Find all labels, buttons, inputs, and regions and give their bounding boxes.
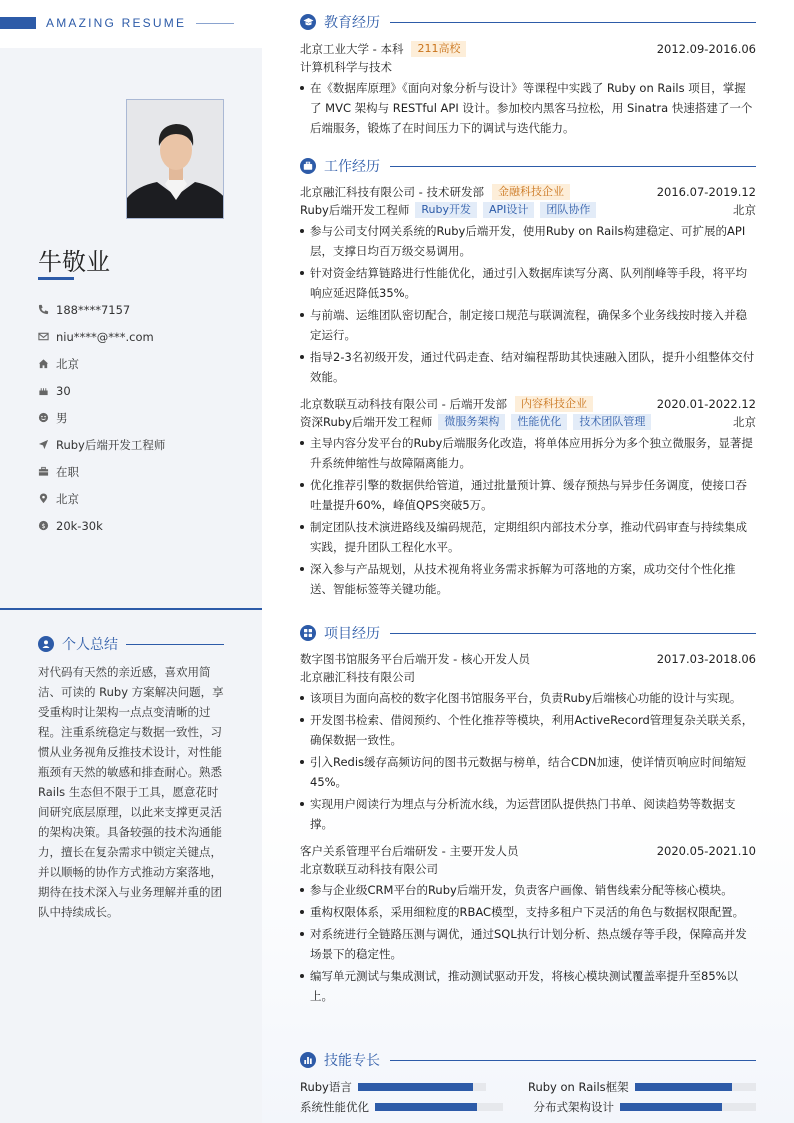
list-item: 重构权限体系，采用细粒度的RBAC模型，支持多租户下灵活的角色与数据权限配置。 (300, 902, 756, 922)
status-text: 在职 (56, 464, 79, 479)
list-item: 对系统进行全链路压测与调优，通过SQL执行计划分析、热点缓存等手段，保障高并发场景下的稳定性。 (300, 924, 756, 964)
skill-name: 系统性能优化 (300, 1100, 369, 1114)
skill-name: Ruby on Rails框架 (528, 1080, 629, 1094)
education-block (300, 40, 756, 138)
age-text: 30 (56, 383, 71, 398)
list-item: 制定团队技术演进路线及编码规范，定期组织内部技术分享，推动代码审查与持续集成实践，提升团队工程化水平。 (300, 517, 756, 557)
skill-tag: Ruby开发 (415, 202, 477, 218)
project-bullets (300, 880, 756, 1006)
list-item: 深入参与产品规划，从技术视角将业务需求拆解为可落地的方案，成功交付个性化推送、智能标签等关键功能。 (300, 559, 756, 599)
job-tag: 内容科技企业 (515, 396, 593, 412)
project-period: 2017.03-2018.06 (656, 652, 756, 666)
job-block-1 (300, 183, 756, 387)
job-bullets (300, 433, 756, 599)
summary-line (126, 644, 224, 645)
summary-text: 对代码有天然的亲近感，喜欢用简洁、可读的 Ruby 方案解决问题，享受重构时让架构一点点变清晰的过程。注重系统稳定与数据一致性，习惯从业务视角反推技术设计，对性能瓶颈有天然的敏感和排查耐心。熟悉 Rails 生态但不限于工具，愿意花时间研究底层原理，以此来支撑更灵活的架构决策。具备较强的技术沟通能力，擅长在复杂需求中锁定关键点，并以顺畅的协作方式推动方案落地，期待在技术深入与业务理解并重的团队中持续成长。 (38, 665, 224, 919)
job-tag: 金融科技企业 (492, 184, 570, 200)
list-item: 与前端、运维团队密切配合，制定接口规范与联调流程，确保多个业务线按时接入并稳定运行。 (300, 305, 756, 345)
skill-name: 分布式架构设计 (533, 1100, 614, 1114)
education-title: 教育经历 (324, 15, 380, 31)
brand-line (196, 23, 234, 24)
skill-bar-fill (375, 1103, 477, 1111)
list-item: 参与公司支付网关系统的Ruby后端开发，使用Ruby on Rails构建稳定、可扩展的API层，支撑日均百万级交易调用。 (300, 221, 756, 261)
list-item: 参与企业级CRM平台的Ruby后端开发，负责客户画像、销售线索分配等核心模块。 (300, 880, 756, 900)
phone-icon (38, 304, 56, 315)
work-line (390, 166, 756, 167)
info-city (38, 485, 248, 512)
skill-bar (375, 1103, 503, 1111)
work-title: 工作经历 (324, 159, 380, 175)
info-email (38, 323, 248, 350)
skill-bar-fill (358, 1083, 473, 1091)
education-period: 2012.09-2016.06 (656, 42, 756, 56)
projects-line (390, 633, 756, 634)
education-school: 北京工业大学 - 本科 (300, 42, 404, 56)
salary-text: 20k-30k (56, 518, 103, 533)
list-item: 优化推荐引擎的数据供给管道，通过批量预计算、缓存预热与异步任务调度，使接口吞吐量提升60%，峰值QPS突破5万。 (300, 475, 756, 515)
contact-info (38, 296, 248, 539)
svg-text:$: $ (41, 521, 46, 530)
brand-header (0, 14, 234, 32)
info-age (38, 377, 248, 404)
info-phone (38, 296, 248, 323)
skills-line (390, 1060, 756, 1061)
project-company: 北京融汇科技有限公司 (300, 670, 415, 684)
info-status (38, 458, 248, 485)
project-block-1 (300, 650, 756, 834)
send-icon (38, 439, 56, 450)
list-item: 指导2-3名初级开发，通过代码走查、结对编程帮助其快速融入团队，提升小组整体交付效能。 (300, 347, 756, 387)
home-icon (38, 358, 56, 369)
list-item: 针对资金结算链路进行性能优化，通过引入数据库读写分离、队列削峰等手段，将平均响应延迟降低35%。 (300, 263, 756, 303)
job-company: 北京融汇科技有限公司 - 技术研发部 (300, 185, 484, 199)
phone-text: 188****7157 (56, 302, 131, 317)
graduation-cap-icon (300, 14, 316, 30)
summary-title: 个人总结 (62, 637, 118, 653)
skill-item (528, 1099, 756, 1115)
skills-list (300, 1078, 756, 1118)
city-text: 北京 (56, 491, 79, 506)
job-city: 北京 (733, 415, 756, 429)
list-item: 编写单元测试与集成测试，推动测试驱动开发，将核心模块测试覆盖率提升至85%以上。 (300, 966, 756, 1006)
bar-chart-icon (300, 1052, 316, 1068)
name-underline (38, 277, 74, 280)
briefcase-icon (300, 158, 316, 174)
email-text: niu****@***.com (56, 329, 154, 344)
projects-title: 项目经历 (324, 626, 380, 642)
user-icon (38, 636, 54, 652)
info-gender (38, 404, 248, 431)
avatar (126, 99, 224, 219)
list-item: 主导内容分发平台的Ruby后端服务化改造，将单体应用拆分为多个独立微服务，显著提升系统伸缩性与故障隔离能力。 (300, 433, 756, 473)
info-location (38, 350, 248, 377)
skill-name: Ruby语言 (300, 1080, 352, 1094)
pin-icon (38, 493, 56, 504)
skills-title: 技能专长 (324, 1053, 380, 1069)
list-item: 实现用户阅读行为埋点与分析流水线，为运营团队提供热门书单、阅读趋势等数据支撑。 (300, 794, 756, 834)
skill-bar-fill (620, 1103, 722, 1111)
skill-bar (620, 1103, 756, 1111)
brand-text: AMAZING RESUME (46, 16, 187, 30)
project-company: 北京数联互动科技有限公司 (300, 862, 438, 876)
brand-bar (0, 17, 36, 29)
education-line (390, 22, 756, 23)
skill-item (300, 1099, 528, 1115)
skill-tag: 技术团队管理 (573, 414, 651, 430)
education-tag: 211高校 (411, 41, 466, 57)
gender-text: 男 (56, 410, 68, 425)
list-item: 该项目为面向高校的数字化图书馆服务平台，负责Ruby后端核心功能的设计与实现。 (300, 688, 756, 708)
job-block-2 (300, 395, 756, 599)
job-period: 2016.07-2019.12 (656, 185, 756, 199)
education-bullets (300, 78, 756, 138)
skills-header (300, 1050, 756, 1070)
skill-bar (635, 1083, 756, 1091)
job-bullets (300, 221, 756, 387)
position-text: Ruby后端开发工程师 (56, 437, 166, 452)
info-position (38, 431, 248, 458)
grid-icon (300, 625, 316, 641)
sidebar-divider (0, 608, 262, 610)
skill-tag: 性能优化 (511, 414, 567, 430)
job-role: Ruby后端开发工程师 (300, 203, 410, 217)
mail-icon (38, 331, 56, 342)
profile-name: 牛敬业 (38, 248, 110, 276)
job-period: 2020.01-2022.12 (656, 397, 756, 411)
skill-item (300, 1079, 528, 1095)
skill-tag: 微服务架构 (438, 414, 505, 430)
projects-header (300, 623, 756, 643)
skill-item (528, 1079, 756, 1095)
cake-icon (38, 385, 56, 396)
avatar-image (127, 100, 224, 219)
education-major: 计算机科学与技术 (300, 60, 392, 74)
skill-bar (358, 1083, 486, 1091)
location-text: 北京 (56, 356, 79, 371)
project-period: 2020.05-2021.10 (656, 844, 756, 858)
skill-bar-fill (635, 1083, 732, 1091)
project-bullets (300, 688, 756, 834)
list-item: 在《数据库原理》《面向对象分析与设计》等课程中实践了 Ruby on Rails 项目，掌握了 MVC 架构与 RESTful API 设计。参加校内黑客马拉松，用 Sinatra 快速搭建了一个后端服务，锻炼了在时间压力下的调试与迭代能力。 (300, 78, 756, 138)
project-name: 客户关系管理平台后端研发 - 主要开发人员 (300, 844, 519, 858)
project-block-2 (300, 842, 756, 1006)
info-salary (38, 512, 248, 539)
money-icon (38, 520, 56, 531)
summary-header (38, 634, 224, 654)
skill-tag: 团队协作 (540, 202, 596, 218)
job-city: 北京 (733, 203, 756, 217)
job-company: 北京数联互动科技有限公司 - 后端开发部 (300, 397, 507, 411)
skill-tag: API设计 (483, 202, 534, 218)
work-header (300, 156, 756, 176)
briefcase-icon (38, 466, 56, 477)
job-role: 资深Ruby后端开发工程师 (300, 415, 433, 429)
list-item: 开发图书检索、借阅预约、个性化推荐等模块，利用ActiveRecord管理复杂关联关系，确保数据一致性。 (300, 710, 756, 750)
list-item: 引入Redis缓存高频访问的图书元数据与榜单，结合CDN加速，使详情页响应时间缩短45%。 (300, 752, 756, 792)
education-header (300, 12, 756, 32)
project-name: 数字图书馆服务平台后端开发 - 核心开发人员 (300, 652, 530, 666)
face-icon (38, 412, 56, 423)
